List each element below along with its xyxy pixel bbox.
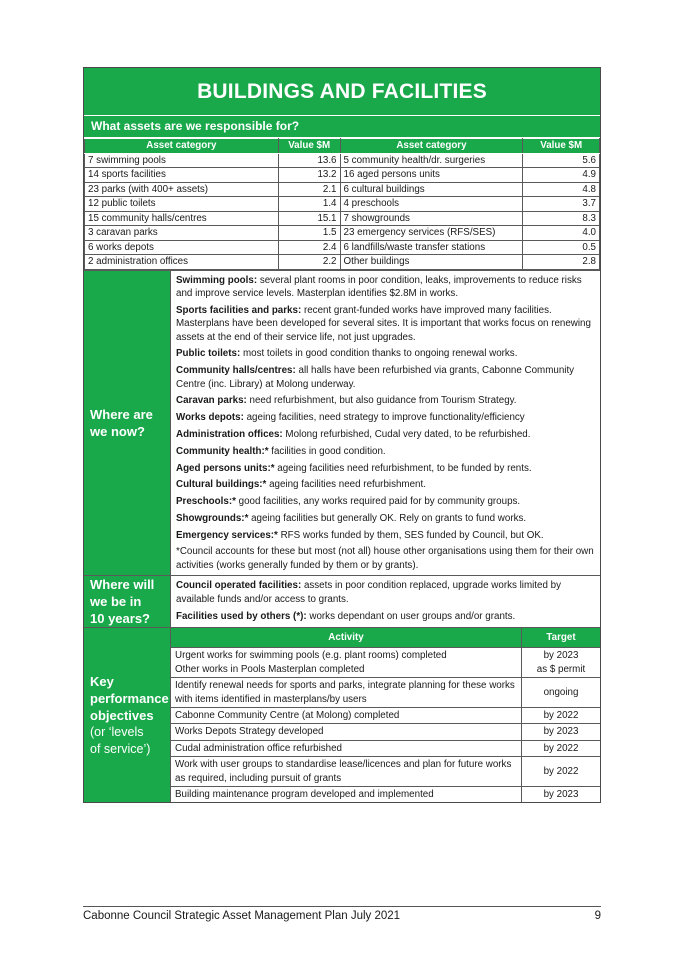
where-now-section [84,270,600,576]
asset-category-cell: 2 administration offices [85,255,279,270]
kpi-row [171,740,600,756]
status-heading: Emergency services:* [176,529,278,541]
future-label-line: we be in [90,594,142,610]
buildings-facilities-table [83,67,601,803]
asset-category-cell: 12 public toilets [85,197,279,212]
status-paragraph [176,304,595,344]
kpi-table [171,628,600,802]
status-heading: Cultural buildings:* [176,479,267,491]
asset-table [84,138,600,270]
status-heading: Community health:* [176,445,269,457]
kpi-target-line: by 2022 [543,742,579,754]
status-text: all halls have been refurbished via grants, Cabonne Community Centre (inc. Library) at Molong underway. [176,365,575,390]
status-paragraph [176,478,595,491]
asset-value-cell: 8.3 [523,211,600,226]
status-heading: Caravan parks: [176,395,247,407]
kpi-activity-cell [171,678,522,708]
status-heading: Showgrounds:* [176,512,249,524]
asset-category-cell: 23 parks (with 400+ assets) [85,182,279,197]
kpi-activity-line: Urgent works for swimming pools (e.g. plant rooms) completed [175,650,447,662]
kpi-activity-line: Cudal administration office refurbished [175,742,343,754]
kpi-sub-line: of service’) [90,741,151,756]
asset-category-cell: 14 sports facilities [85,168,279,183]
status-paragraph [176,347,595,360]
asset-value-cell: 4.8 [523,182,600,197]
asset-category-cell: 6 cultural buildings [340,182,523,197]
kpi-label [84,628,170,802]
kpi-target-line: as $ permit [536,663,586,675]
status-paragraph [176,529,595,542]
kpi-activity-line: Work with user groups to standardise lease/licences and plan for future works as required, including pursuit of grants [175,759,512,784]
col-activity: Activity [171,628,522,648]
status-text: ageing facilities need refurbishment, to be funded by rents. [274,462,532,474]
where-now-content [170,271,600,576]
asset-value-cell: 4.0 [523,226,600,241]
status-paragraph [176,545,595,572]
asset-row [85,211,600,226]
asset-value-cell: 1.4 [278,197,340,212]
col-value-2: Value $M [523,139,600,154]
asset-row [85,255,600,270]
status-paragraph [176,512,595,525]
kpi-content [170,628,600,802]
kpi-row [171,678,600,708]
status-heading: Facilities used by others (*): [176,610,307,622]
status-text: *Council accounts for these but most (not all) house other organisations using them for their own activities (works generally funded by them or by grants). [176,546,594,571]
status-heading: Council operated facilities: [176,580,302,592]
asset-category-cell: 6 works depots [85,240,279,255]
page-title: BUILDINGS AND FACILITIES [84,68,600,116]
kpi-activity-line: Building maintenance program developed and implemented [175,788,434,800]
asset-category-cell: 3 caravan parks [85,226,279,241]
kpi-row [171,786,600,802]
status-text: several plant rooms in poor condition, leaks, improvements to reduce risks and improve service levels. Masterplan identifies $2.8M in works. [176,274,582,299]
status-text: ageing facilities, need strategy to improve functionality/efficiency [243,412,525,424]
status-paragraph [176,445,595,458]
status-text: need refurbishment, but also guidance from Tourism Strategy. [246,395,517,407]
status-paragraph [176,411,595,424]
footer-text: Cabonne Council Strategic Asset Management Plan July 2021 [83,910,401,922]
asset-category-cell: 6 landfills/waste transfer stations [340,240,523,255]
asset-row [85,153,600,168]
status-heading: Preschools:* [176,496,236,508]
col-asset-category: Asset category [85,139,279,154]
kpi-target-line: by 2022 [543,709,579,721]
status-paragraph [176,610,595,623]
asset-value-cell: 2.1 [278,182,340,197]
footer [83,910,601,922]
status-heading: Works depots: [176,412,244,424]
status-text: RFS works funded by them, SES funded by Council, but OK. [277,529,544,541]
status-text: good facilities, any works required paid for by community groups. [235,496,521,508]
kpi-target-line: ongoing [543,686,579,698]
status-heading: Public toilets: [176,348,241,360]
asset-category-cell: 15 community halls/centres [85,211,279,226]
asset-row [85,182,600,197]
kpi-target-cell [522,786,601,802]
kpi-activity-line: Cabonne Community Centre (at Molong) completed [175,709,400,721]
status-paragraph [176,274,595,301]
status-paragraph [176,462,595,475]
status-heading: Administration offices: [176,428,283,440]
asset-category-cell: 16 aged persons units [340,168,523,183]
kpi-target-cell [522,678,601,708]
status-text: recent grant-funded works have improved many facilities. Masterplans have been developed for several sites. It is important that works focus on renewing assets at the end of their service life, not just upgrades. [176,304,591,343]
future-section [84,575,600,627]
kpi-activity-line: Identify renewal needs for sports and parks, integrate planning for these works with items identified in masterplans/by users [175,680,515,705]
asset-value-cell: 13.6 [278,153,340,168]
status-heading: Swimming pools: [176,274,258,286]
status-paragraph [176,579,595,606]
status-text: assets in poor condition replaced, upgrade works limited by available funds and/or access to grants. [176,580,561,605]
col-asset-category-2: Asset category [340,139,523,154]
kpi-activity-cell [171,757,522,787]
asset-category-cell: 5 community health/dr. surgeries [340,153,523,168]
asset-category-cell: 7 showgrounds [340,211,523,226]
kpi-section [84,627,600,802]
status-text: ageing facilities but generally OK. Rely on grants to fund works. [248,512,527,524]
asset-value-cell: 5.6 [523,153,600,168]
kpi-row [171,648,600,678]
status-paragraph [176,495,595,508]
kpi-target-cell [522,648,601,678]
asset-table-header [85,139,600,154]
asset-value-cell: 1.5 [278,226,340,241]
asset-category-cell: 4 preschools [340,197,523,212]
kpi-activity-line: Works Depots Strategy developed [175,726,324,738]
future-label [84,576,170,627]
kpi-activity-cell [171,740,522,756]
kpi-activity-cell [171,648,522,678]
asset-value-cell: 0.5 [523,240,600,255]
status-paragraph [176,428,595,441]
asset-category-cell: 7 swimming pools [85,153,279,168]
kpi-target-cell [522,724,601,740]
asset-value-cell: 2.8 [523,255,600,270]
status-heading: Community halls/centres: [176,365,296,377]
kpi-target-cell [522,757,601,787]
status-heading: Aged persons units:* [176,462,275,474]
kpi-activity-cell [171,786,522,802]
status-text: most toilets in good condition thanks to ongoing renewal works. [240,348,518,360]
kpi-target-cell [522,707,601,723]
page-number: 9 [594,910,601,922]
asset-category-cell: 23 emergency services (RFS/SES) [340,226,523,241]
kpi-label-line: performance [90,690,169,706]
kpi-row [171,724,600,740]
kpi-activity-line: Other works in Pools Masterplan completed [175,663,365,675]
kpi-target-line: by 2023 [543,726,579,738]
future-label-line: 10 years? [90,611,150,627]
kpi-table-header [171,628,600,648]
future-content [170,576,600,627]
asset-value-cell: 4.9 [523,168,600,183]
assets-heading: What assets are we responsible for? [84,116,600,138]
kpi-target-line: by 2022 [543,765,579,777]
footer-rule [83,906,601,907]
future-label-line: Where will [90,577,155,593]
status-text: Molong refurbished, Cudal very dated, to be refurbished. [282,428,531,440]
asset-value-cell: 2.4 [278,240,340,255]
asset-category-cell: Other buildings [340,255,523,270]
kpi-sub-line: (or ‘levels [90,724,144,739]
where-now-label [84,271,170,576]
status-text: facilities in good condition. [268,445,386,457]
kpi-target-line: by 2023 [543,788,579,800]
status-text: ageing facilities need refurbishment. [266,479,426,491]
asset-row [85,226,600,241]
status-heading: Sports facilities and parks: [176,304,302,316]
kpi-row [171,757,600,787]
kpi-target-line: by 2023 [543,650,579,662]
kpi-row [171,707,600,723]
asset-row [85,197,600,212]
asset-value-cell: 13.2 [278,168,340,183]
asset-value-cell: 3.7 [523,197,600,212]
asset-row [85,168,600,183]
where-now-label-text: Where are we now? [90,406,153,439]
kpi-activity-cell [171,707,522,723]
kpi-activity-cell [171,724,522,740]
asset-value-cell: 2.2 [278,255,340,270]
kpi-label-line: Key [90,673,114,689]
col-value: Value $M [278,139,340,154]
kpi-target-cell [522,740,601,756]
asset-value-cell: 15.1 [278,211,340,226]
col-target: Target [522,628,601,648]
status-paragraph [176,364,595,391]
status-text: works dependant on user groups and/or grants. [306,610,516,622]
kpi-label-line: objectives [90,707,154,723]
asset-row [85,240,600,255]
status-paragraph [176,394,595,407]
